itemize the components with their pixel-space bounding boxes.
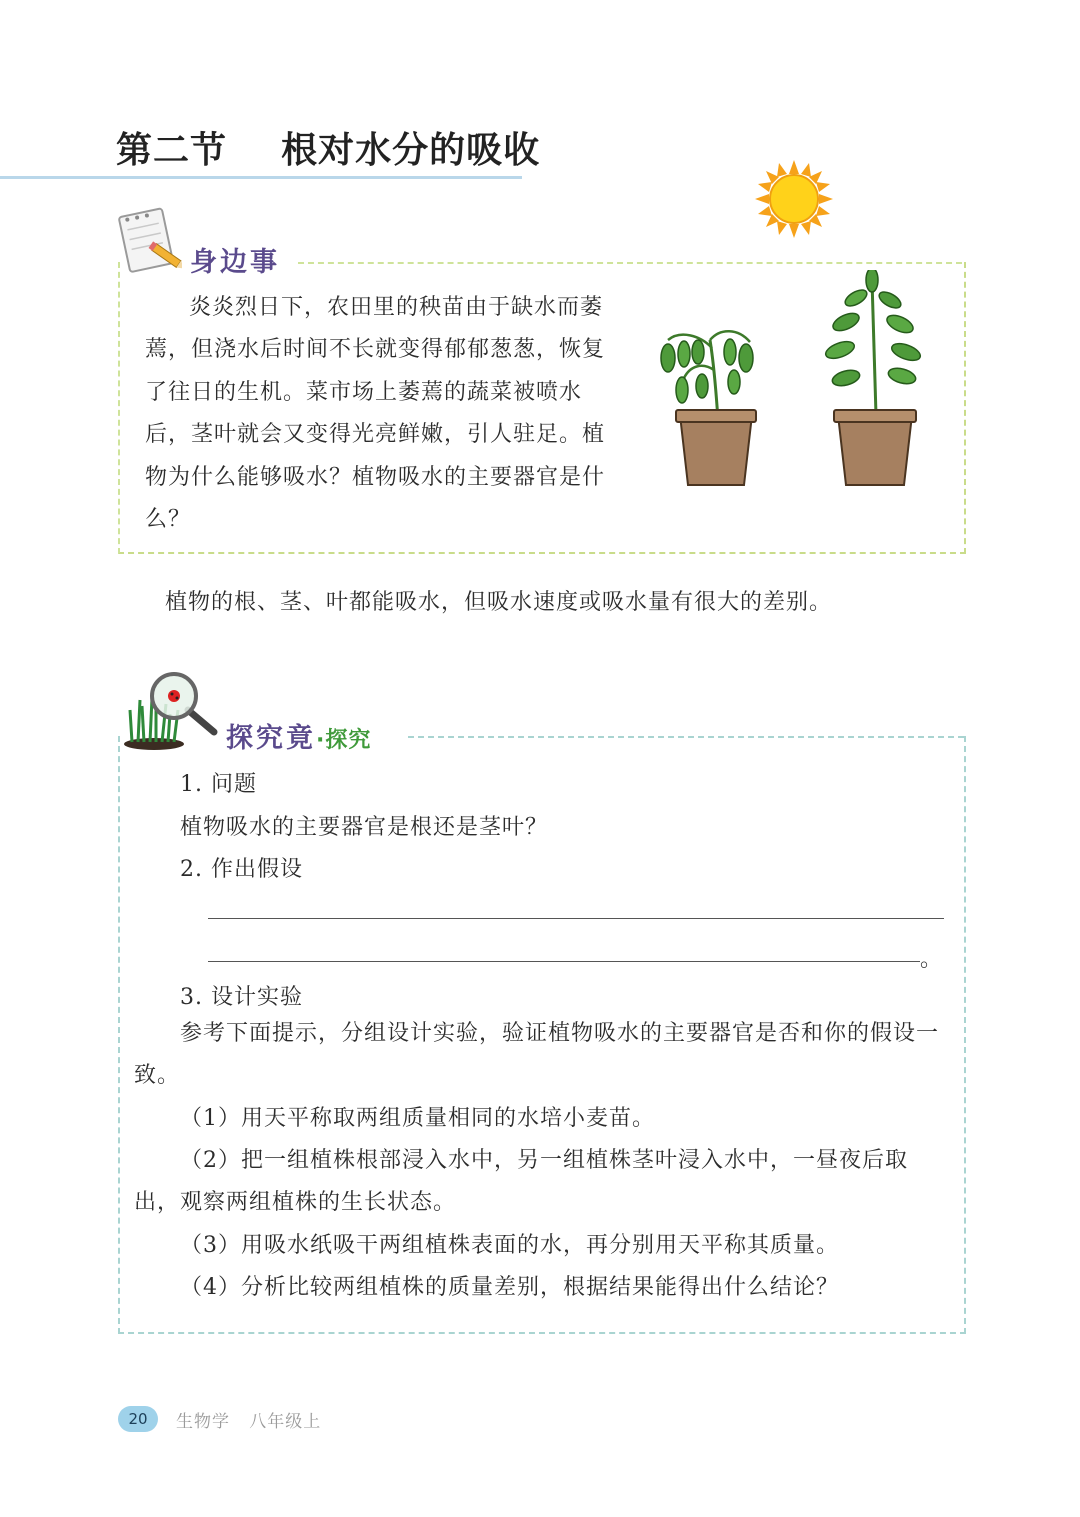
everyday-label: 身边事	[190, 247, 280, 278]
wilted-plant	[661, 331, 756, 485]
intro-paragraph: 植物的根、茎、叶都能吸水，但吸水速度或吸水量有很大的差别。	[165, 590, 833, 615]
wilted-and-healthy-plants-illustration	[650, 270, 940, 495]
hypothesis-blank-line-2[interactable]	[208, 961, 920, 962]
hypothesis-heading: 2. 作出假设	[180, 857, 303, 882]
title-underline	[0, 176, 522, 179]
everyday-box-top-border	[298, 262, 962, 264]
hypothesis-period: 。	[920, 947, 943, 972]
everyday-story: 炎炎烈日下，农田里的秧苗由于缺水而萎蔫，但浇水后时间不长就变得郁郁葱葱，恢复了往日的生机。菜市场上萎蔫的蔬菜被喷水后，茎叶就会又变得光亮鲜嫩，引人驻足。植物为什么能够吸水？植物吸水的主要器官是什么？	[145, 295, 606, 533]
step-3: （3）用吸水纸吸干两组植株表面的水，再分别用天平称其质量。	[180, 1233, 839, 1258]
step-1: （1）用天平称取两组质量相同的水培小麦苗。	[180, 1106, 655, 1131]
hypothesis-blank-line-1[interactable]	[208, 918, 944, 919]
inquiry-box-top-border	[408, 736, 964, 738]
page-number-badge: 20	[118, 1406, 158, 1432]
design-heading: 3. 设计实验	[180, 985, 303, 1010]
question-heading: 1. 问题	[180, 772, 257, 797]
inquiry-sublabel: ·探究	[316, 728, 372, 753]
magnifier-grass-icon	[122, 670, 222, 752]
step-4: （4）分析比较两组植株的质量差别，根据结果能得出什么结论？	[180, 1275, 839, 1300]
notepad-pencil-icon	[112, 204, 182, 276]
inquiry-label-main: 探究竟	[226, 723, 316, 754]
design-text: 参考下面提示，分组设计实验，验证植物吸水的主要器官是否和你的假设一致。	[134, 1021, 940, 1089]
inquiry-label	[226, 716, 371, 755]
sun-icon	[755, 160, 833, 238]
healthy-plant	[824, 270, 923, 485]
book-title-footer: 生物学 八年级上	[176, 1412, 322, 1432]
step-2: （2）把一组植株根部浸入水中，另一组植株茎叶浸入水中，一昼夜后取出，观察两组植株的生长状态。	[134, 1148, 908, 1216]
question-text: 植物吸水的主要器官是根还是茎叶？	[180, 815, 549, 840]
page-title: 第二节 根对水分的吸收	[116, 130, 541, 171]
